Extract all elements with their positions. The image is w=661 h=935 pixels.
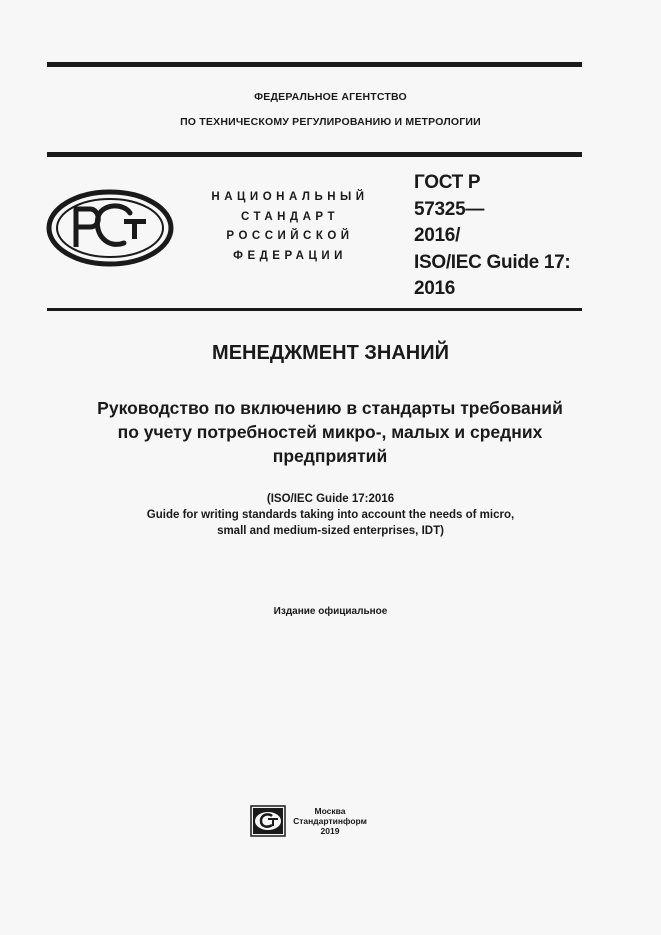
intl-line: (ISO/IEC Guide 17:2016 xyxy=(266,493,395,505)
subtitle-line: Руководство по включению в стандарты требований xyxy=(97,398,563,418)
imprint-city: Москва xyxy=(314,806,346,816)
document-subtitle xyxy=(30,396,630,468)
subtitle-line: по учету потребностей микро-, малых и средних xyxy=(117,422,543,442)
subtitle-line: предприятий xyxy=(272,446,388,466)
international-reference xyxy=(0,491,661,539)
national-line: НАЦИОНАЛЬНЫЙ xyxy=(211,191,369,203)
standartinform-logo-icon xyxy=(250,805,286,837)
edition-label: Издание официальное xyxy=(273,606,388,617)
national-standard-label xyxy=(190,188,390,266)
top-rule xyxy=(47,62,582,67)
header-rule xyxy=(47,152,582,157)
standard-designation xyxy=(414,170,604,303)
agency-line-1: ФЕДЕРАЛЬНОЕ АГЕНТСТВО xyxy=(254,91,407,103)
rst-certification-logo-icon xyxy=(46,189,174,267)
imprint xyxy=(290,806,370,836)
intl-line: Guide for writing standards taking into account the needs of micro, xyxy=(146,509,515,521)
national-line: ФЕДЕРАЦИИ xyxy=(233,249,347,262)
imprint-year: 2019 xyxy=(320,826,340,836)
designation-line: 2016 xyxy=(414,278,456,299)
designation-line: 57325— xyxy=(414,198,485,220)
block-rule xyxy=(47,308,582,311)
document-title: МЕНЕДЖМЕНТ ЗНАНИЙ xyxy=(212,342,449,364)
agency-line-2: ПО ТЕХНИЧЕСКОМУ РЕГУЛИРОВАНИЮ И МЕТРОЛОГИИ xyxy=(180,116,481,128)
designation-line: 2016/ xyxy=(414,225,461,246)
national-line: СТАНДАРТ xyxy=(241,210,339,223)
designation-line: ГОСТ Р xyxy=(414,172,481,193)
designation-line: ISO/IEC Guide 17: xyxy=(414,251,571,273)
national-line: РОССИЙСКОЙ xyxy=(226,230,354,242)
imprint-publisher: Стандартинформ xyxy=(293,816,367,826)
intl-line: small and medium-sized enterprises, IDT) xyxy=(217,525,444,537)
